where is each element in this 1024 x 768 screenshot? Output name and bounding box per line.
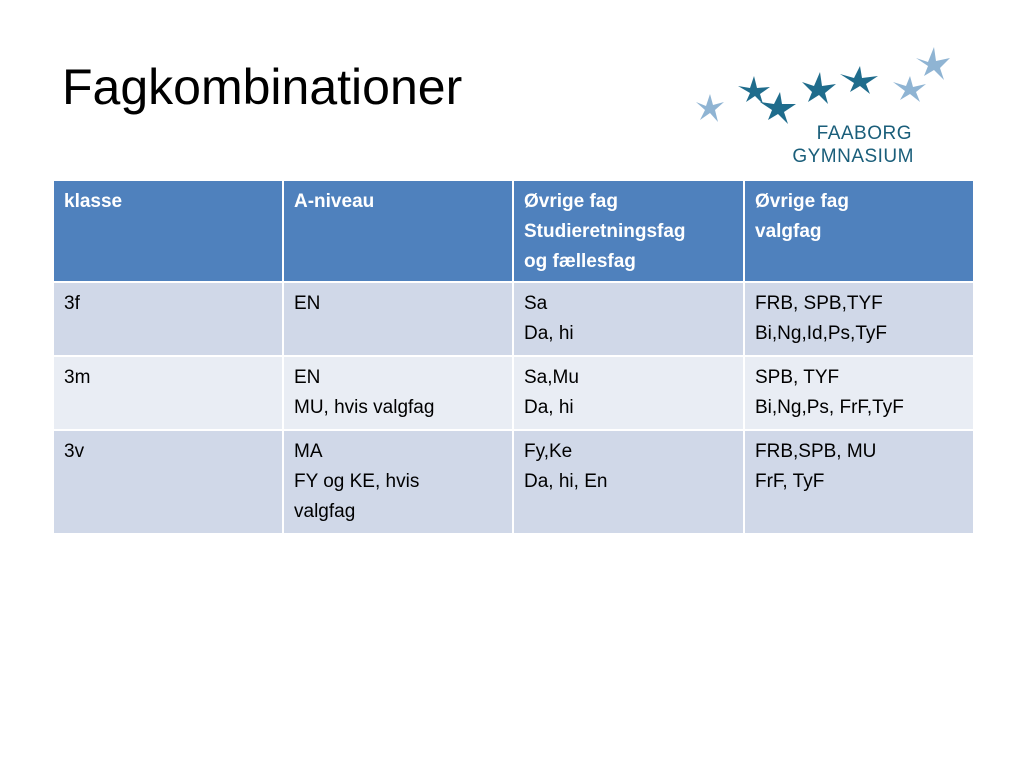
header-line: klasse bbox=[64, 191, 123, 212]
cell-line: EN bbox=[294, 367, 321, 388]
slide-title: Fagkombinationer bbox=[62, 59, 463, 115]
header-line: Øvrige fag bbox=[755, 191, 849, 212]
cell-line: 3v bbox=[64, 441, 85, 462]
cell-line: Fy,Ke bbox=[524, 441, 573, 462]
cell-studieretningsfag bbox=[513, 356, 744, 430]
cell-line: Sa,Mu bbox=[524, 367, 579, 388]
cell-line: MU, hvis valgfag bbox=[294, 397, 435, 418]
cell-a-niveau bbox=[283, 356, 513, 430]
cell-line: FY og KE, hvis bbox=[294, 471, 420, 492]
table-row bbox=[53, 430, 974, 534]
cell-klasse bbox=[53, 282, 283, 356]
header-a-niveau bbox=[283, 180, 513, 282]
cell-valgfag bbox=[744, 282, 974, 356]
cell-line: Da, hi, En bbox=[524, 471, 608, 492]
cell-line: FRB,SPB, MU bbox=[755, 441, 877, 462]
flying-birds-icon bbox=[688, 42, 960, 132]
cell-line: Sa bbox=[524, 293, 548, 314]
cell-line: Bi,Ng,Ps, FrF,TyF bbox=[755, 397, 904, 418]
cell-a-niveau bbox=[283, 282, 513, 356]
cell-klasse bbox=[53, 356, 283, 430]
table-row bbox=[53, 282, 974, 356]
cell-valgfag bbox=[744, 430, 974, 534]
cell-line: 3m bbox=[64, 367, 91, 388]
logo-text-faaborg: FAABORG bbox=[816, 123, 912, 144]
cell-line: Bi,Ng,Id,Ps,TyF bbox=[755, 323, 887, 344]
subject-combinations-table bbox=[52, 179, 975, 535]
header-ovrige-fag-studieretning bbox=[513, 180, 744, 282]
cell-studieretningsfag bbox=[513, 430, 744, 534]
cell-line: FrF, TyF bbox=[755, 471, 825, 492]
cell-line: EN bbox=[294, 293, 321, 314]
cell-line: 3f bbox=[64, 293, 80, 314]
cell-studieretningsfag bbox=[513, 282, 744, 356]
school-logo bbox=[688, 42, 960, 170]
cell-line: Da, hi bbox=[524, 323, 574, 344]
header-line: Øvrige fag bbox=[524, 191, 618, 212]
cell-line: SPB, TYF bbox=[755, 367, 840, 388]
header-line: A-niveau bbox=[294, 191, 375, 212]
logo-text-gymnasium: GYMNASIUM bbox=[792, 146, 914, 167]
cell-line: valgfag bbox=[294, 501, 356, 522]
cell-line: Da, hi bbox=[524, 397, 574, 418]
header-line: Studieretningsfag bbox=[524, 221, 686, 242]
table-header-row bbox=[53, 180, 974, 282]
table-row bbox=[53, 356, 974, 430]
cell-a-niveau bbox=[283, 430, 513, 534]
header-line: valgfag bbox=[755, 221, 822, 242]
cell-line: MA bbox=[294, 441, 323, 462]
header-line: og fællesfag bbox=[524, 251, 636, 272]
cell-line: FRB, SPB,TYF bbox=[755, 293, 883, 314]
cell-valgfag bbox=[744, 356, 974, 430]
header-klasse bbox=[53, 180, 283, 282]
cell-klasse bbox=[53, 430, 283, 534]
header-ovrige-fag-valgfag bbox=[744, 180, 974, 282]
